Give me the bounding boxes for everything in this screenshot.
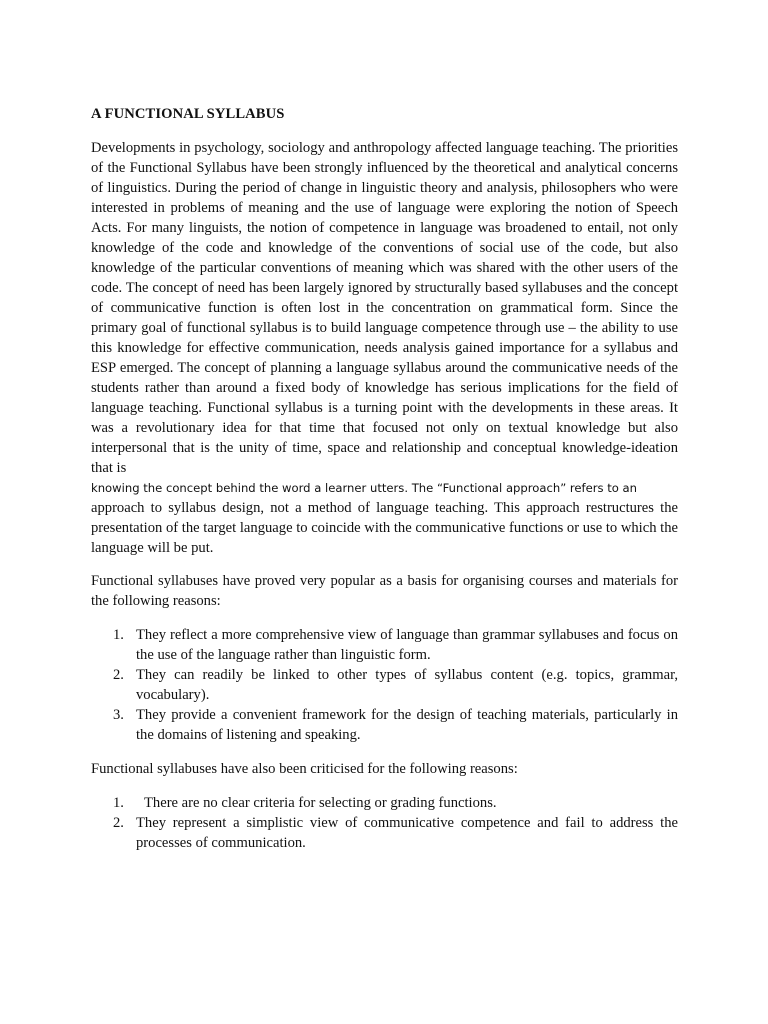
document-body [91,104,678,853]
list-number: 1. [113,795,124,811]
list-item [91,665,678,705]
list-item-text: They represent a simplistic view of communicative competence and fail to address the processes of communication. [136,815,678,851]
list-item [91,705,678,745]
list-item-text: There are no clear criteria for selecting or grading functions. [144,795,497,811]
list-item [91,625,678,665]
list-number: 2. [113,667,124,683]
criticisms-list [91,793,678,853]
list-number: 1. [113,627,124,643]
paragraph-text-sans-line: knowing the concept behind the word a learner utters. The “Functional approach” refers to an [91,481,638,495]
list-number: 3. [113,707,124,723]
list-item-text: They provide a convenient framework for the design of teaching materials, particularly in the domains of listening and speaking. [136,707,678,743]
paragraph-text: approach to syllabus design, not a method of language teaching. This approach restructures the presentation of the target language to coincide with the communicative functions or use to which the language will be put. [91,500,678,556]
paragraph-reasons-popular: Functional syllabuses have proved very popular as a basis for organising courses and materials for the following reasons: [91,573,678,609]
list-item-text: They can readily be linked to other types of syllabus content (e.g. topics, grammar, vocabulary). [136,667,678,703]
paragraph-developments [91,138,678,558]
list-item [91,813,678,853]
list-item [91,793,678,813]
paragraph-text: Developments in psychology, sociology and anthropology affected language teaching. The priorities of the Functional Syllabus have been strongly influenced by the theoretical and analytical concerns of linguistics. During the period of change in linguistic theory and analysis, philosophers who were interested in problems of meaning and the use of language were exploring the notion of Speech Acts. For many linguists, the notion of competence in language was broadened to entail, not only knowledge of the code and knowledge of the conventions of social use of the code, but also knowledge of the particular conventions of meaning which was shared with the other users of the code. The concept of need has been largely ignored by structurally based syllabuses and the concept of communicative function is often lost in the concentration on grammatical form. Since the primary goal of functional syllabus is to build language competence through use – the ability to use this knowledge for effective communication, needs analysis gained importance for a syllabus and ESP emerged. The concept of planning a language syllabus around the communicative needs of the students rather than around a fixed body of knowledge has serious implications for the field of language teaching. Functional syllabus is a turning point with the developments in these areas. It was a revolutionary idea for that time that focused not only on textual knowledge but also interpersonal that is the unity of time, space and relationship and conceptual knowledge-ideation that is [91,140,678,476]
page-title: A FUNCTIONAL SYLLABUS [91,106,285,122]
list-number: 2. [113,815,124,831]
advantages-list [91,625,678,745]
paragraph-reasons-criticised: Functional syllabuses have also been criticised for the following reasons: [91,761,518,777]
list-item-text: They reflect a more comprehensive view of language than grammar syllabuses and focus on the use of the language rather than linguistic form. [136,627,678,663]
